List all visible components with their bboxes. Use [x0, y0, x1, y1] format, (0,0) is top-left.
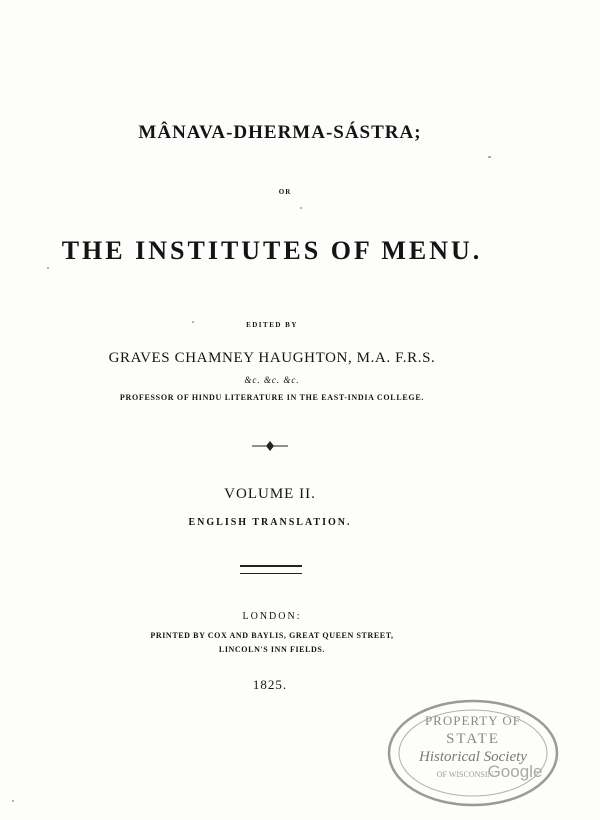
stamp-line-2: STATE [446, 731, 500, 747]
volume-heading: VOLUME II. [224, 486, 316, 502]
double-rule-divider [240, 565, 302, 574]
imprint-city: LONDON: [242, 611, 302, 622]
paper-speck [192, 321, 194, 323]
main-title: MÂNAVA-DHERMA-SÁSTRA; [138, 122, 422, 143]
google-watermark: Google [487, 762, 543, 781]
paper-speck [47, 267, 49, 269]
imprint-printer: PRINTED BY COX AND BAYLIS, GREAT QUEEN STREET, [150, 631, 394, 640]
stamp-line-1: PROPERTY OF [424, 713, 522, 728]
edited-by-label: EDITED BY [246, 321, 298, 329]
volume-subtitle: ENGLISH TRANSLATION. [188, 517, 352, 528]
etc-line: &c. &c. &c. [244, 375, 300, 385]
or-connector: OR [278, 188, 292, 196]
stamp-line-4: OF WISCONSIN [436, 770, 494, 779]
paper-speck [12, 800, 14, 802]
editor-title: PROFESSOR OF HINDU LITERATURE IN THE EAST-INDIA COLLEGE. [119, 393, 425, 402]
ornament-divider-icon [252, 440, 288, 452]
imprint-address: LINCOLN'S INN FIELDS. [218, 645, 326, 654]
library-stamp [385, 695, 575, 815]
publication-year: 1825. [252, 677, 288, 692]
paper-speck [488, 156, 491, 158]
subtitle: THE INSTITUTES OF MENU. [61, 236, 483, 265]
editor-name: GRAVES CHAMNEY HAUGHTON, M.A. F.R.S. [108, 350, 436, 366]
paper-speck [300, 207, 302, 209]
stamp-line-3: Historical Society [419, 749, 527, 765]
